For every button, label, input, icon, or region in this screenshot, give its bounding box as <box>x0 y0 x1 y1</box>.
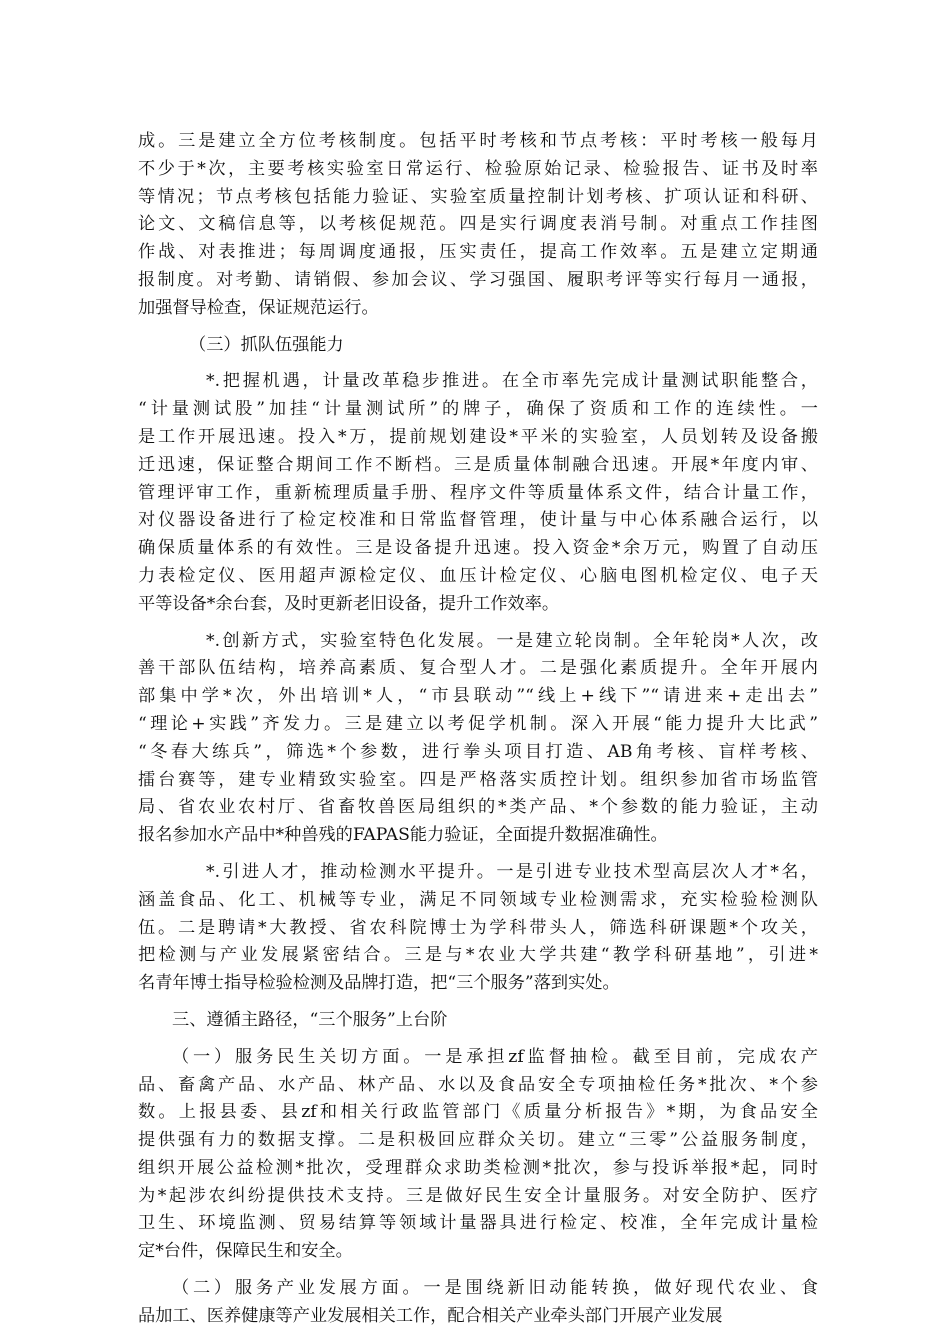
text-line: 名青年博士指导检验检测及品牌打造，把“三个服务”落到实处。 <box>138 973 620 994</box>
text-line: 成。三是建立全方位考核制度。包括平时考核和节点考核：平时考核一般每月 <box>138 131 818 151</box>
text-line: 确保质量体系的有效性。三是设备提升迅速。投入资金*余万元，购置了自动压 <box>138 538 818 559</box>
text-line: 报名参加水产品中*种兽残的FAPAS能力验证，全面提升数据准确性。 <box>138 825 668 846</box>
document-body <box>138 128 818 1340</box>
text-line: 报制度。对考勤、请销假、参加会议、学习强国、履职考评等实行每月一通报， <box>138 269 818 290</box>
text-line: *.创新方式，实验室特色化发展。一是建立轮岗制。全年轮岗*人次，改 <box>206 630 818 651</box>
text-line: “理论+实践”齐发力。三是建立以考促学机制。深入开展“能力提升大比武” <box>138 713 818 734</box>
paragraph <box>138 1275 818 1331</box>
text-line: 部集中学*次，外出培训*人，“市县联动”“线上+线下”“请进来+走出去” <box>138 686 818 707</box>
text-line: “冬春大练兵”，筛选*个参数，进行拳头项目打造、AB角考核、盲样考核、 <box>138 741 818 762</box>
text-line: 局、省农业农村厅、省畜牧兽医局组织的*类产品、*个参数的能力验证，主动 <box>138 797 818 818</box>
text-line: 伍。二是聘请*大教授、省农科院博士为学科带头人，筛选科研课题*个攻关， <box>138 917 818 938</box>
text-line: 力表检定仪、医用超声源检定仪、血压计检定仪、心脑电图机检定仪、电子天 <box>138 565 818 586</box>
section-heading <box>138 332 818 360</box>
text-line: （二）服务产业发展方面。一是围绕新旧动能转换，做好现代农业、食 <box>172 1278 818 1299</box>
text-line: （三）抓队伍强能力 <box>189 334 344 355</box>
text-line: *.引进人才，推动检测水平提升。一是引进专业技术型高层次人才*名， <box>206 861 818 882</box>
text-line: 品、畜禽产品、水产品、林产品、水以及食品安全专项抽检任务*批次、*个参 <box>138 1074 818 1095</box>
text-line: 数。上报县委、县zf和相关行政监管部门《质量分析报告》*期，为食品安全 <box>138 1102 818 1123</box>
text-line: 论文、文稿信息等，以考核促规范。四是实行调度表消号制。对重点工作挂图 <box>138 214 818 235</box>
text-line: *.把握机遇，计量改革稳步推进。在全市率先完成计量测试职能整合， <box>206 371 818 392</box>
text-line: 提供强有力的数据支撑。二是积极回应群众关切。建立“三零”公益服务制度， <box>138 1130 818 1151</box>
paragraph <box>138 859 818 998</box>
text-line: “计量测试股”加挂“计量测试所”的牌子，确保了资质和工作的连续性。一 <box>138 399 818 420</box>
paragraph <box>138 368 818 618</box>
paragraph <box>138 1044 818 1266</box>
text-line: 组织开展公益检测*批次，受理群众求助类检测*批次，参与投诉举报*起，同时 <box>138 1157 818 1178</box>
text-line: 擂台赛等，建专业精致实验室。四是严格落实质控计划。组织参加省市场监管 <box>138 769 818 790</box>
text-line: 对仪器设备进行了检定校准和日常监督管理，使计量与中心体系融合运行，以 <box>138 510 818 531</box>
text-line: 不少于*次，主要考核实验室日常运行、检验原始记录、检验报告、证书及时率 <box>138 158 818 179</box>
text-line: 等情况；节点考核包括能力验证、实验室质量控制计划考核、扩项认证和科研、 <box>138 186 818 207</box>
text-line: 涵盖食品、化工、机械等专业，满足不同领域专业检测需求，充实检验检测队 <box>138 889 818 910</box>
text-line: 加强督导检查，保证规范运行。 <box>138 297 379 318</box>
paragraph <box>138 128 818 323</box>
text-line: 把检测与产业发展紧密结合。三是与*农业大学共建“教学科研基地”，引进* <box>138 945 818 966</box>
text-line: 品加工、医养健康等产业发展相关工作，配合相关产业牵头部门开展产业发展 <box>138 1305 723 1326</box>
text-line: 善干部队伍结构，培养高素质、复合型人才。二是强化素质提升。全年开展内 <box>138 658 818 679</box>
text-line: 作战、对表推进；每周调度通报，压实责任，提高工作效率。五是建立定期通 <box>138 242 818 263</box>
text-line: 三、遵循主路径，“三个服务”上台阶 <box>172 1009 448 1030</box>
text-line: 卫生、环境监测、贸易结算等领域计量器具进行检定、校准，全年完成计量检 <box>138 1213 818 1234</box>
text-line: 定*台件，保障民生和安全。 <box>138 1241 353 1262</box>
text-line: 平等设备*余台套，及时更新老旧设备，提升工作效率。 <box>138 593 560 614</box>
text-line: 管理评审工作，重新梳理质量手册、程序文件等质量体系文件，结合计量工作， <box>138 482 818 503</box>
text-line: 为*起涉农纠纷提供技术支持。三是做好民生安全计量服务。对安全防护、医疗 <box>138 1185 818 1206</box>
text-line: （一）服务民生关切方面。一是承担zf监督抽检。截至目前，完成农产 <box>172 1046 818 1067</box>
text-line: 是工作开展迅速。投入*万，提前规划建设*平米的实验室，人员划转及设备搬 <box>138 426 818 447</box>
text-line: 迁迅速，保证整合期间工作不断档。三是质量体制融合迅速。开展*年度内审、 <box>138 454 818 475</box>
paragraph <box>138 628 818 850</box>
section-heading <box>138 1007 818 1035</box>
